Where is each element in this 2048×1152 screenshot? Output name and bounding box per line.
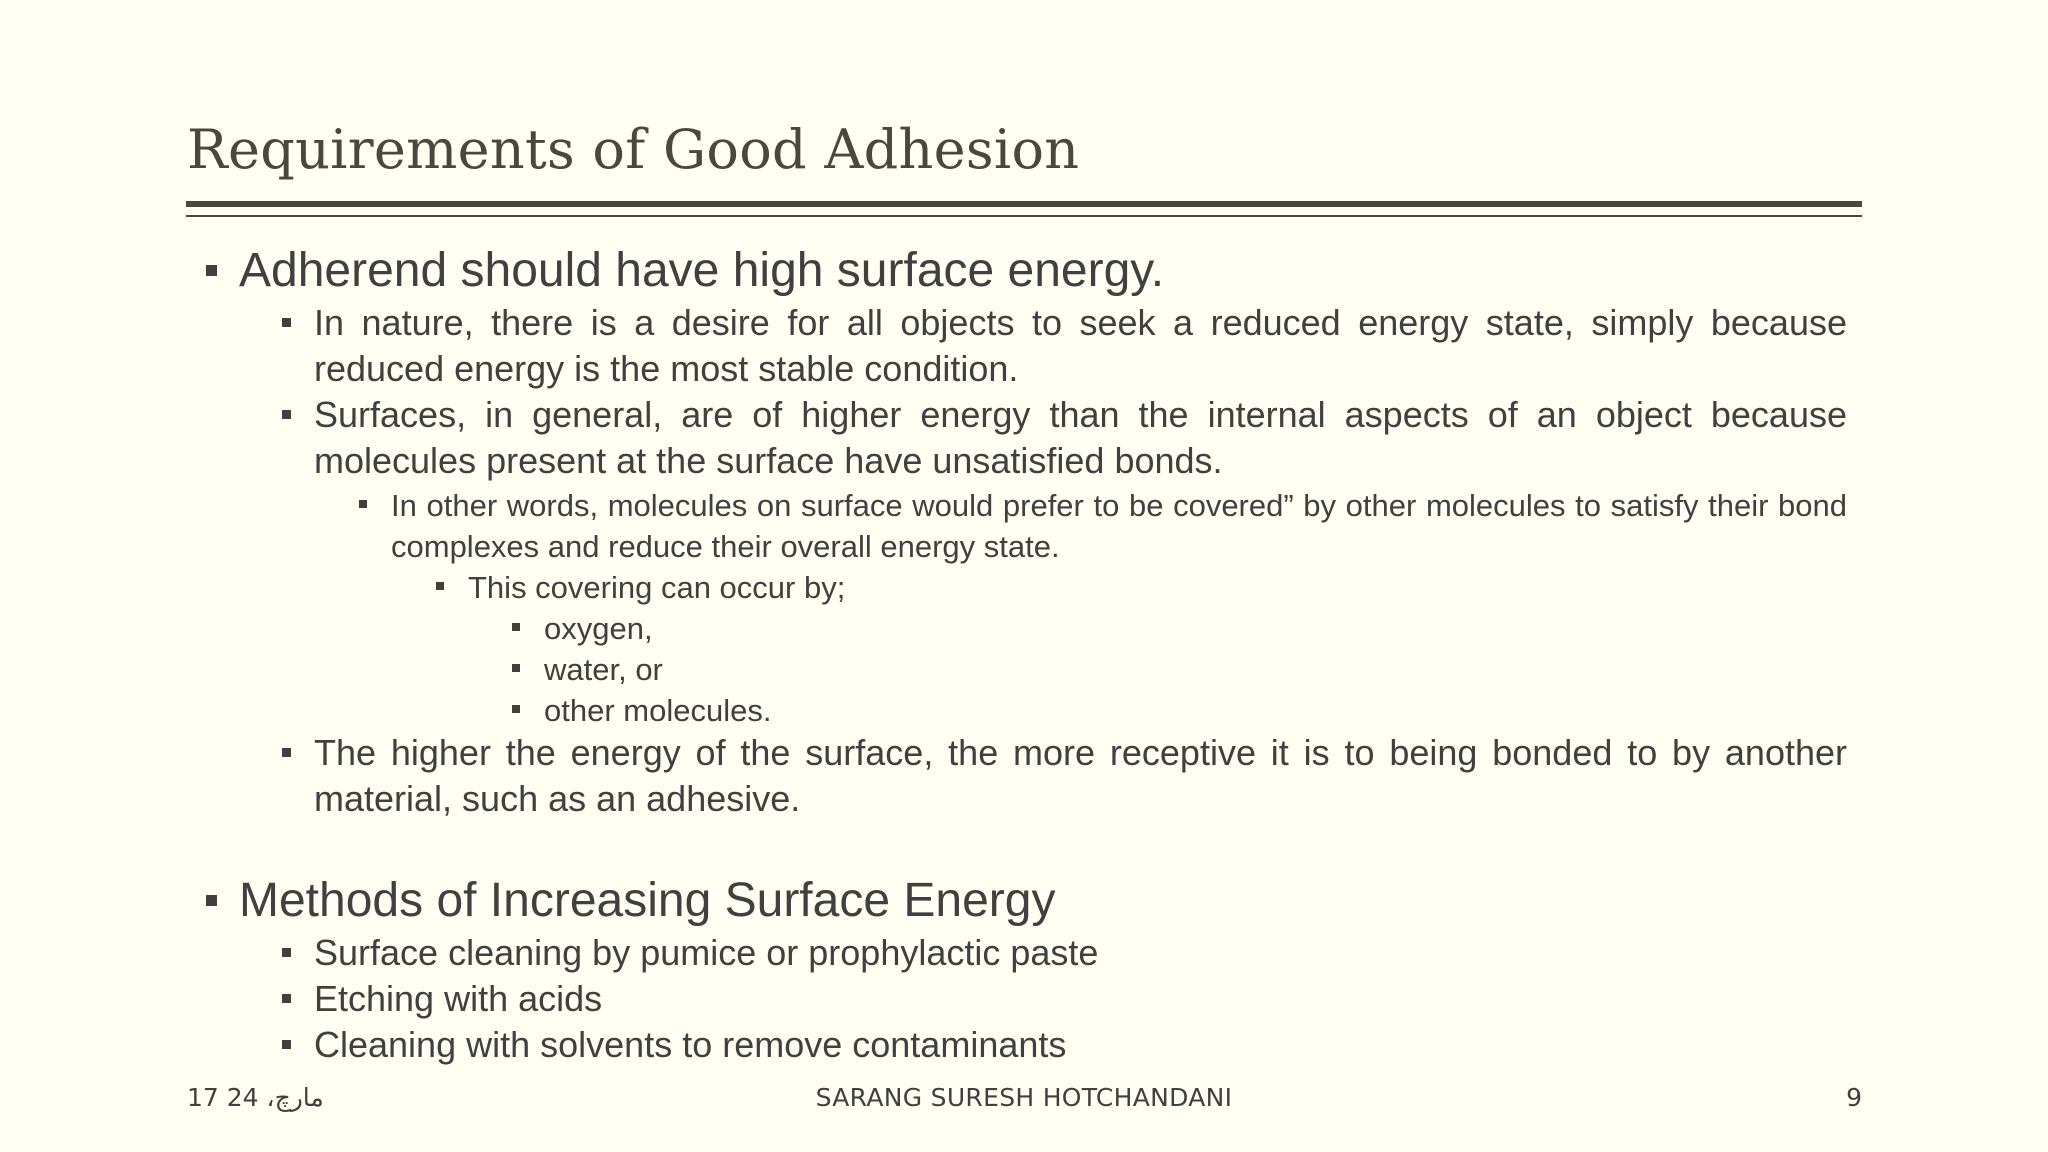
bullet-oxygen bbox=[512, 608, 1847, 649]
bullet-water bbox=[512, 649, 1847, 690]
bullet-text: Etching with acids bbox=[314, 978, 603, 1019]
bullet-text: This covering can occur by; bbox=[468, 570, 846, 605]
title-rule-thin bbox=[186, 215, 1862, 217]
square-bullet-icon bbox=[436, 582, 444, 590]
square-bullet-icon bbox=[282, 994, 291, 1003]
square-bullet-icon bbox=[282, 1040, 291, 1049]
bullet-text: Cleaning with solvents to remove contaminants bbox=[314, 1024, 1067, 1065]
square-bullet-icon bbox=[512, 705, 520, 713]
bullet-surfaces-higher-energy bbox=[282, 392, 1847, 484]
bullet-text: oxygen, bbox=[544, 611, 653, 646]
square-bullet-icon bbox=[282, 318, 291, 327]
square-bullet-icon bbox=[359, 500, 367, 508]
bullet-etching bbox=[282, 976, 1847, 1022]
square-bullet-icon bbox=[282, 748, 291, 757]
bullet-text: Surface cleaning by pumice or prophylactic paste bbox=[314, 932, 1099, 973]
footer-author: SARANG SURESH HOTCHANDANI bbox=[815, 1083, 1233, 1112]
bullet-cleaning-solvents bbox=[282, 1022, 1847, 1068]
slide-title: Requirements of Good Adhesion bbox=[187, 118, 1080, 181]
bullet-surface-cleaning bbox=[282, 930, 1847, 976]
bullet-text: Methods of Increasing Surface Energy bbox=[239, 874, 1056, 927]
title-rule-thick bbox=[186, 201, 1862, 207]
square-bullet-icon bbox=[512, 664, 520, 672]
bullet-surface-energy bbox=[206, 241, 1846, 301]
bullet-methods-increasing bbox=[206, 871, 1846, 931]
bullet-nature-energy-state bbox=[282, 300, 1847, 392]
bullet-other-words bbox=[359, 485, 1847, 567]
bullet-text: Adherend should have high surface energy. bbox=[239, 244, 1165, 297]
square-bullet-icon bbox=[282, 410, 291, 419]
footer-date: 17 مارچ، 24 bbox=[187, 1083, 324, 1112]
bullet-text: In other words, molecules on surface would prefer to be covered” by other molecules to satisfy their bond complexes and reduce their overall energy state. bbox=[391, 488, 1847, 564]
bullet-higher-energy-receptive bbox=[282, 730, 1847, 822]
square-bullet-icon bbox=[512, 623, 520, 631]
footer-page-number: 9 bbox=[1846, 1083, 1862, 1112]
bullet-text: The higher the energy of the surface, the more receptive it is to being bonded to by another material, such as an adhesive. bbox=[314, 732, 1847, 819]
bullet-text: other molecules. bbox=[544, 693, 772, 728]
bullet-other-molecules bbox=[512, 690, 1847, 731]
bullet-covering-occurs bbox=[436, 567, 1847, 608]
square-bullet-icon bbox=[282, 948, 291, 957]
bullet-text: water, or bbox=[544, 652, 663, 687]
bullet-text: In nature, there is a desire for all objects to seek a reduced energy state, simply because reduced energy is the most stable condition. bbox=[314, 302, 1847, 389]
bullet-text: Surfaces, in general, are of higher energy than the internal aspects of an object because molecules present at the surface have unsatisfied bonds. bbox=[314, 394, 1847, 481]
square-bullet-icon bbox=[206, 265, 217, 276]
square-bullet-icon bbox=[206, 895, 217, 906]
